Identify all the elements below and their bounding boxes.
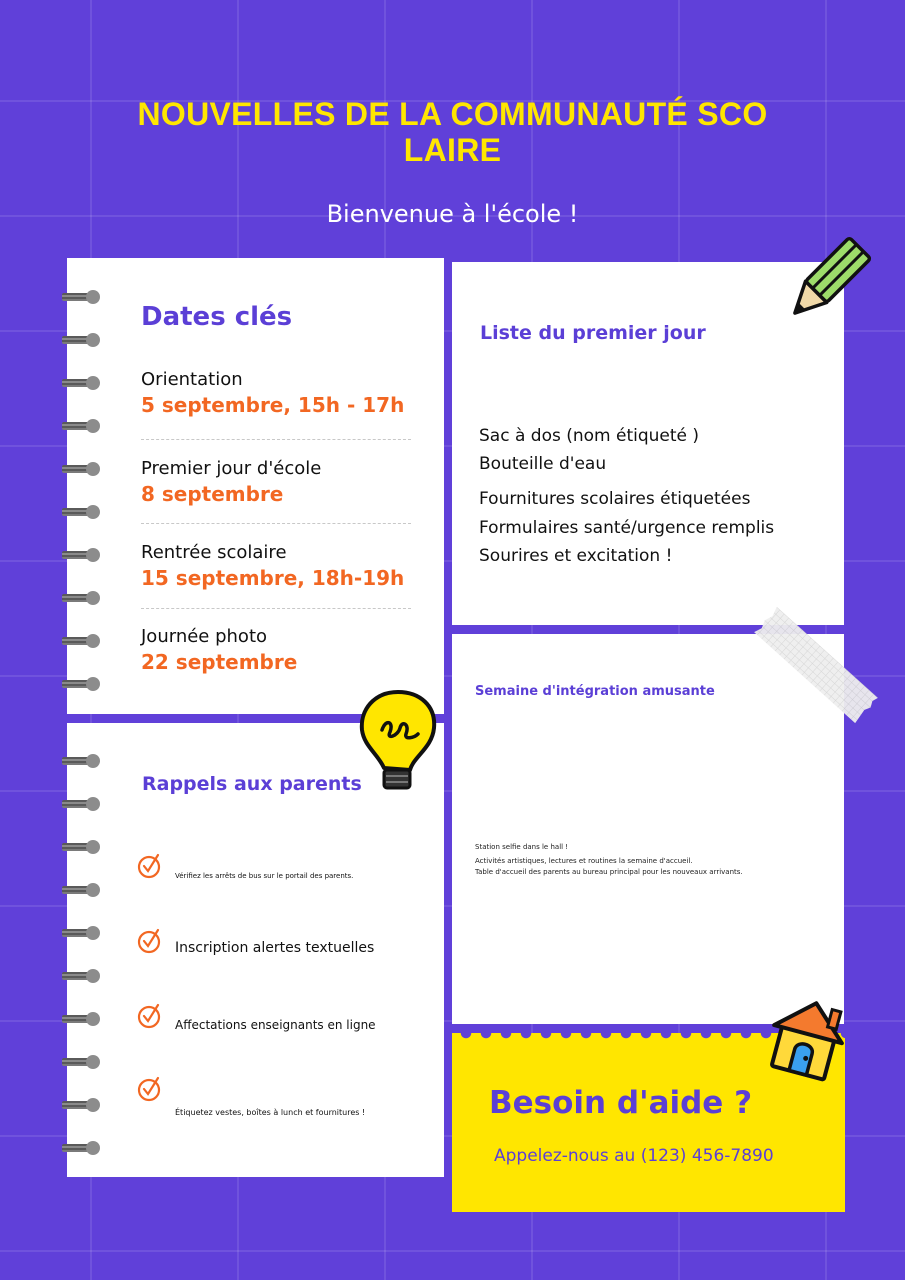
list-item: Sourires et excitation ! <box>479 546 673 566</box>
date-label: Orientation <box>141 369 243 390</box>
checkmark-circle-icon <box>137 1076 163 1102</box>
checkmark-circle-icon <box>137 1003 163 1029</box>
checkmark-circle-icon <box>137 853 163 879</box>
first-day-list-title: Liste du premier jour <box>480 322 706 344</box>
date-item <box>141 625 411 675</box>
date-value: 22 septembre <box>141 650 298 674</box>
date-label: Premier jour d'école <box>141 458 322 479</box>
week-line: Activités artistiques, lectures et routines la semaine d'accueil. <box>475 857 693 865</box>
date-value: 8 septembre <box>141 482 284 506</box>
list-item: Bouteille d'eau <box>479 454 607 474</box>
help-phone[interactable]: Appelez-nous au (123) 456-7890 <box>494 1146 774 1166</box>
list-item: Fournitures scolaires étiquetées <box>479 489 751 509</box>
welcome-week-title: Semaine d'intégration amusante <box>475 684 715 699</box>
reminder-item: Affectations enseignants en ligne <box>175 1018 376 1032</box>
parent-reminders-title: Rappels aux parents <box>142 773 362 795</box>
reminder-item: Inscription alertes textuelles <box>175 940 375 956</box>
page-title: NOUVELLES DE LA COMMUNAUTÉ SCO LAIRE <box>137 96 768 168</box>
list-item: Sac à dos (nom étiqueté ) <box>479 426 700 446</box>
date-item <box>141 368 411 418</box>
page-subtitle: Bienvenue à l'école ! <box>326 200 579 228</box>
week-line: Table d'accueil des parents au bureau principal pour les nouveaux arrivants. <box>475 868 743 876</box>
house-icon <box>764 994 850 1082</box>
checkmark-circle-icon <box>137 928 163 954</box>
reminder-item: Vérifiez les arrêts de bus sur le portail des parents. <box>175 872 354 880</box>
first-day-list <box>479 422 839 569</box>
help-title: Besoin d'aide ? <box>489 1085 753 1121</box>
spiral-binding <box>62 258 102 714</box>
date-item <box>141 541 411 591</box>
pencil-icon <box>780 236 872 328</box>
reminder-item: Étiquetez vestes, boîtes à lunch et fournitures ! <box>175 1108 366 1117</box>
spiral-binding <box>62 723 102 1177</box>
divider <box>141 608 411 609</box>
date-label: Journée photo <box>141 626 268 647</box>
date-value: 5 septembre, 15h - 17h <box>141 393 405 417</box>
list-item: Formulaires santé/urgence remplis <box>479 518 775 538</box>
date-label: Rentrée scolaire <box>141 542 287 563</box>
divider <box>141 523 411 524</box>
divider <box>141 439 411 440</box>
key-dates-panel <box>67 258 444 714</box>
lightbulb-icon <box>352 688 444 796</box>
date-value: 15 septembre, 18h-19h <box>141 566 405 590</box>
welcome-week-lines <box>475 842 835 878</box>
key-dates-title: Dates clés <box>141 302 293 332</box>
week-line: Station selfie dans le hall ! <box>475 843 569 851</box>
tape-decoration <box>752 600 880 730</box>
date-item <box>141 457 411 507</box>
